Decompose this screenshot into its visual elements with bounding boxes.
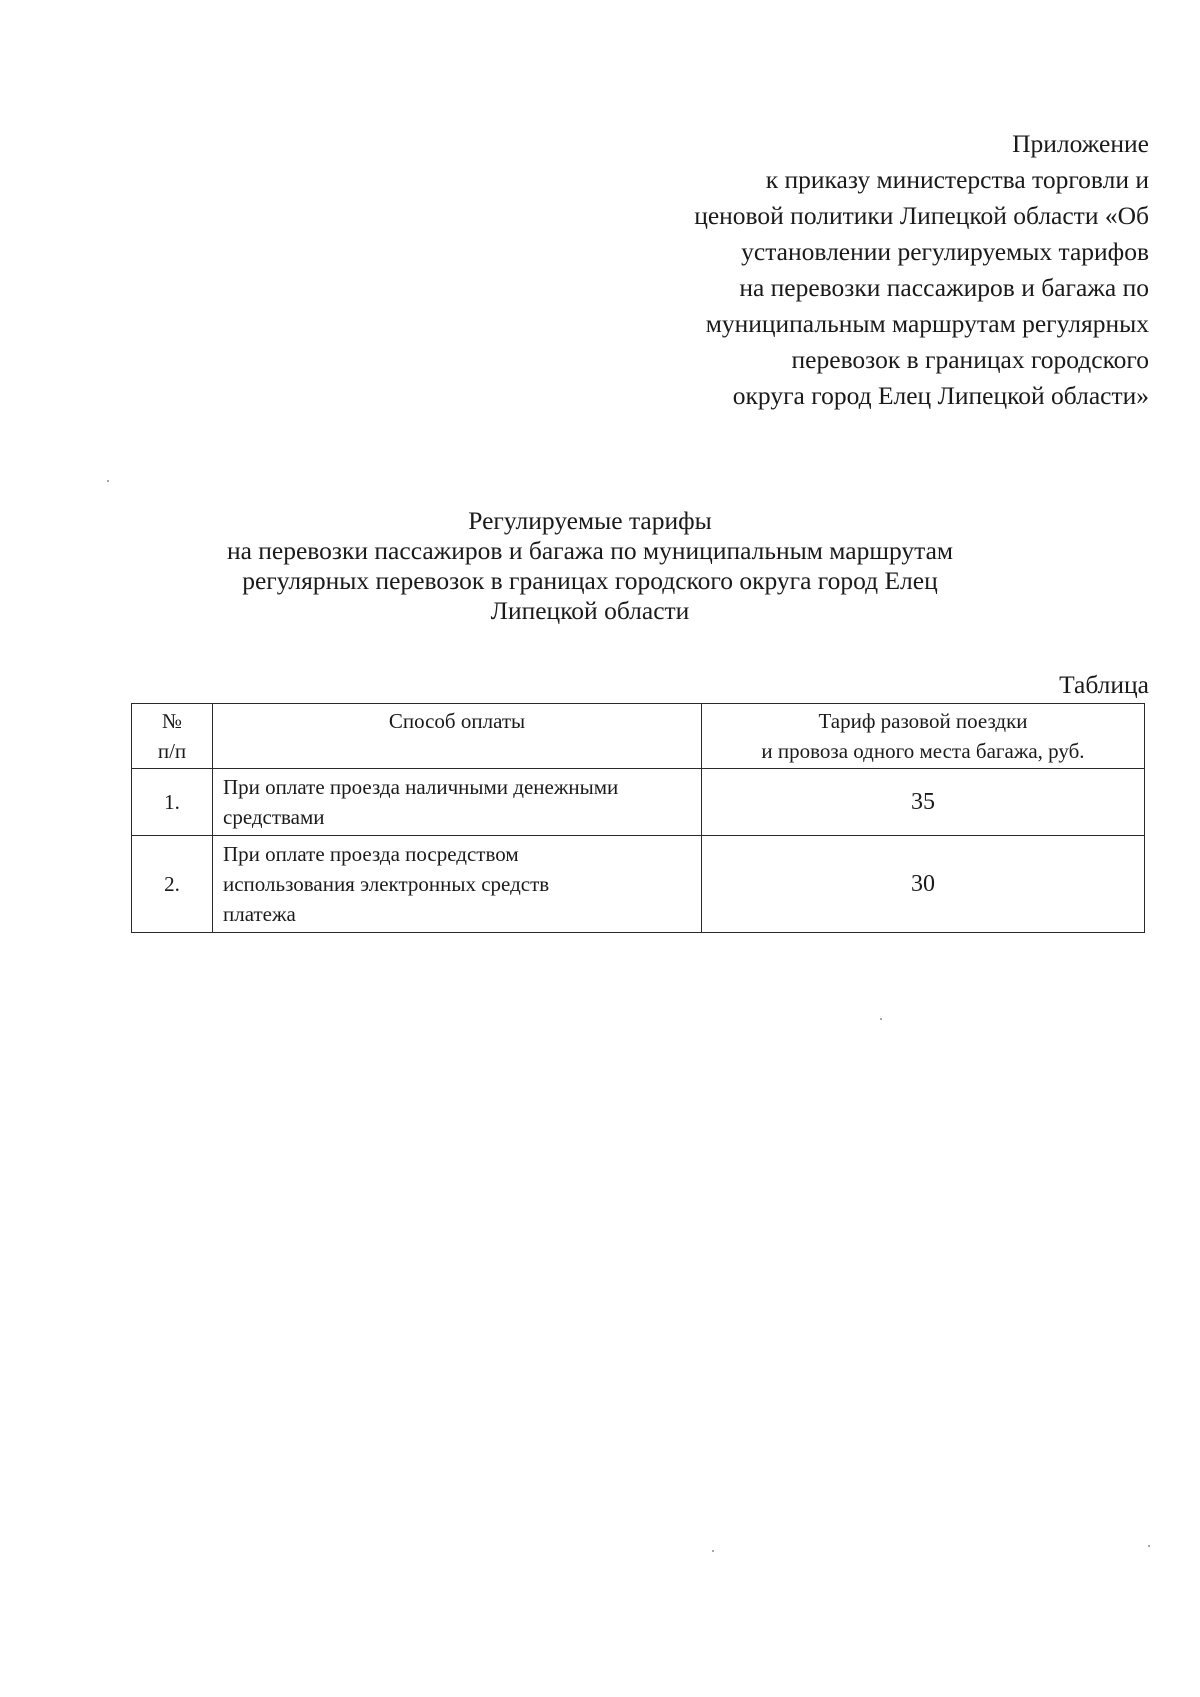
header-payment-method-line: Способ оплаты <box>388 709 526 733</box>
row-number: 1. <box>132 769 213 836</box>
appendix-line: установлении регулируемых тарифов <box>741 237 1149 266</box>
scan-speck <box>712 1550 714 1552</box>
payment-method-line: средствами <box>223 805 325 829</box>
payment-method-line: использования электронных средств <box>223 872 550 896</box>
appendix-line: на перевозки пассажиров и багажа по <box>739 273 1149 302</box>
tariff-table <box>131 703 1145 933</box>
table-row <box>132 836 1145 933</box>
row-tariff-value: 30 <box>702 836 1145 933</box>
appendix-line: округа город Елец Липецкой области» <box>732 381 1149 410</box>
table-header-row <box>132 704 1145 769</box>
header-number <box>132 704 213 769</box>
header-tariff <box>702 704 1145 769</box>
appendix-line: перевозок в границах городского <box>791 345 1149 374</box>
title-line: Липецкой области <box>490 596 690 625</box>
payment-method-line: При оплате проезда посредством <box>223 842 519 866</box>
appendix-line: к приказу министерства торговли и <box>765 165 1149 194</box>
appendix-line: ценовой политики Липецкой области «Об <box>694 201 1149 230</box>
appendix-block <box>589 126 1149 414</box>
row-tariff-value: 35 <box>702 769 1145 836</box>
row-number: 2. <box>132 836 213 933</box>
appendix-line: муниципальным маршрутам регулярных <box>705 309 1149 338</box>
scan-speck <box>880 1018 882 1020</box>
header-number-line: п/п <box>157 739 187 763</box>
payment-method-line: При оплате проезда наличными денежными <box>223 775 619 799</box>
scan-speck <box>1148 1545 1150 1547</box>
payment-method-line: платежа <box>223 902 296 926</box>
row-payment-method <box>213 836 702 933</box>
header-number-line: № <box>161 709 183 733</box>
title-line: регулярных перевозок в границах городского округа город Елец <box>242 566 938 595</box>
title-line: Регулируемые тарифы <box>468 506 712 535</box>
scan-speck <box>107 480 109 482</box>
title-line: на перевозки пассажиров и багажа по муниципальным маршрутам <box>226 536 954 565</box>
appendix-line: Приложение <box>1012 129 1149 158</box>
header-tariff-line: и провоза одного места багажа, руб. <box>761 739 1085 763</box>
header-payment-method <box>213 704 702 769</box>
row-payment-method <box>213 769 702 836</box>
table-row <box>132 769 1145 836</box>
table-caption: Таблица <box>1059 670 1149 699</box>
document-title <box>130 506 1050 626</box>
header-tariff-line: Тариф разовой поездки <box>818 709 1028 733</box>
